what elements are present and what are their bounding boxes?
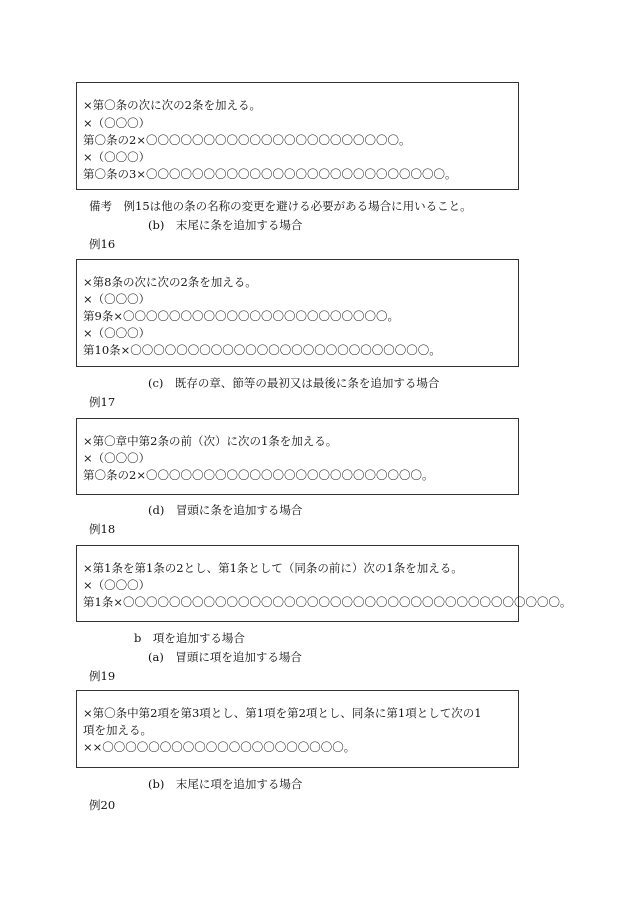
example-16-line-3: 第9条×〇〇〇〇〇〇〇〇〇〇〇〇〇〇〇〇〇〇〇〇〇〇〇。	[83, 309, 399, 323]
example-18-line-3: 第1条×〇〇〇〇〇〇〇〇〇〇〇〇〇〇〇〇〇〇〇〇〇〇〇〇〇〇〇〇〇〇〇〇〇〇〇〇〇〇。	[83, 595, 572, 609]
example-16-line-5: 第10条×〇〇〇〇〇〇〇〇〇〇〇〇〇〇〇〇〇〇〇〇〇〇〇〇〇〇。	[83, 343, 441, 357]
example-18-line-2: ×（〇〇〇）	[83, 578, 151, 592]
heading-b-append-item: b 項を追加する場合	[134, 631, 245, 645]
example-20-label: 例20	[89, 798, 116, 812]
example-15-line-5: 第〇条の3×〇〇〇〇〇〇〇〇〇〇〇〇〇〇〇〇〇〇〇〇〇〇〇〇〇〇。	[83, 167, 457, 181]
example-15-line-2: ×（〇〇〇）	[83, 116, 151, 130]
example-15-line-3: 第〇条の2×〇〇〇〇〇〇〇〇〇〇〇〇〇〇〇〇〇〇〇〇〇〇。	[83, 133, 411, 147]
example-16-line-2: ×（〇〇〇）	[83, 292, 151, 306]
example-19-line-2: 項を加える。	[83, 723, 152, 737]
heading-d-append-article-start: (d) 冒頭に条を追加する場合	[148, 503, 303, 517]
example-18-label: 例18	[89, 522, 116, 536]
example-19-label: 例19	[89, 669, 116, 683]
example-19-line-3: ××〇〇〇〇〇〇〇〇〇〇〇〇〇〇〇〇〇〇〇〇〇。	[83, 740, 356, 754]
example-16-line-1: ×第8条の次に次の2条を加える。	[83, 275, 257, 289]
heading-c-chapter-start-end: (c) 既存の章、節等の最初又は最後に条を追加する場合	[148, 376, 440, 390]
example-16-line-4: ×（〇〇〇）	[83, 326, 151, 340]
example-19-line-1: ×第〇条中第2項を第3項とし、第1項を第2項とし、同条に第1項として次の1	[83, 706, 482, 720]
example-17-line-3: 第〇条の2×〇〇〇〇〇〇〇〇〇〇〇〇〇〇〇〇〇〇〇〇〇〇〇〇。	[83, 468, 434, 482]
example-15-line-1: ×第〇条の次に次の2条を加える。	[83, 98, 261, 112]
example-18-box	[76, 545, 572, 622]
example-16-box	[76, 259, 519, 367]
example-17-box	[76, 418, 519, 495]
example-19-box	[76, 690, 519, 768]
example-16-label: 例16	[89, 237, 116, 251]
heading-a-append-item-start: (a) 冒頭に項を追加する場合	[148, 650, 302, 664]
example-17-label: 例17	[89, 395, 116, 409]
heading-b-append-article-end: (b) 末尾に条を追加する場合	[148, 218, 303, 232]
example-18-line-1: ×第1条を第1条の2とし、第1条として（同条の前に）次の1条を加える。	[83, 561, 463, 575]
example-15-line-4: ×（〇〇〇）	[83, 150, 151, 164]
heading-b-append-item-end: (b) 末尾に項を追加する場合	[148, 777, 303, 791]
note-15: 備考 例15は他の条の名称の変更を避ける必要がある場合に用いること。	[89, 199, 472, 213]
example-17-line-1: ×第〇章中第2条の前（次）に次の1条を加える。	[83, 434, 338, 448]
example-15-box	[76, 82, 519, 190]
example-17-line-2: ×（〇〇〇）	[83, 451, 151, 465]
